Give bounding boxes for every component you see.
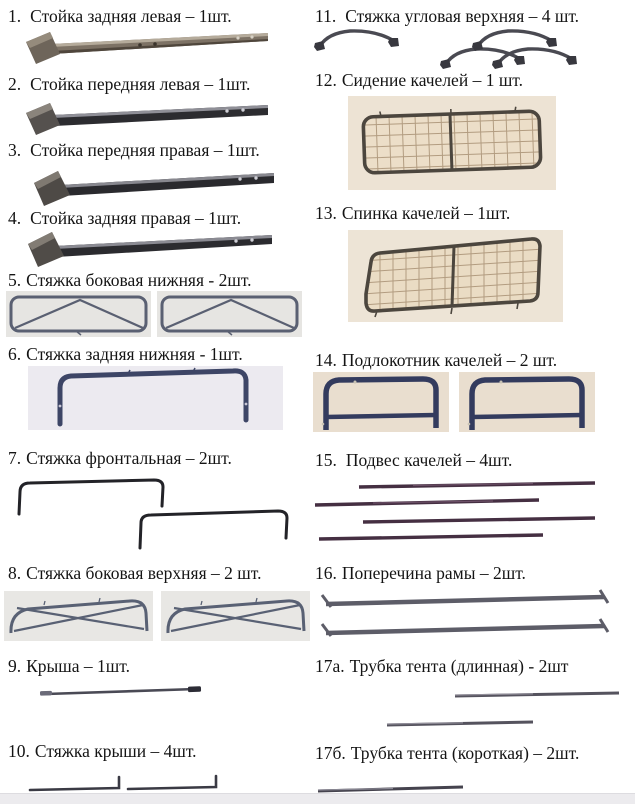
awning-tube-long-photo [383,686,623,732]
part-number: 5. [8,270,22,290]
part-label: Сидение качелей – 1 шт. [341,70,524,90]
part-item-12 [315,70,523,91]
part-label: Стяжка крыши – 4шт. [34,741,197,761]
upper-corner-brace-photo [312,26,617,72]
part-number: 17б. [315,743,346,763]
front-left-post-photo [22,97,270,137]
part-label: Стяжка фронтальная – 2шт. [26,448,232,468]
part-item-11 [315,6,579,27]
part-item-9 [8,656,130,677]
upper-side-brace-photo [4,591,310,643]
part-item-8 [8,563,261,584]
part-number: 11. [315,6,337,26]
rear-left-post-photo [22,28,270,66]
part-label: Крыша – 1шт. [26,656,130,676]
part-label: Стойка передняя правая – 1шт. [30,140,260,160]
part-number: 14. [315,350,337,370]
page-bottom-edge [0,793,635,804]
part-item-10 [8,741,197,762]
swing-armrest-photo [313,372,595,432]
part-item-17a [315,656,568,677]
part-label: Стяжка угловая верхняя – 4 шт. [345,6,580,26]
part-number: 9. [8,656,22,676]
part-item-2 [8,74,250,95]
part-item-15 [315,450,512,471]
part-number: 10. [8,741,30,761]
part-label: Стяжка боковая верхняя – 2 шт. [26,563,262,583]
part-item-6 [8,344,243,365]
part-label: Трубка тента (короткая) – 2шт. [350,743,580,763]
part-label: Стяжка задняя нижняя - 1шт. [26,344,243,364]
part-number: 16. [315,563,337,583]
part-number: 1. [8,6,22,26]
part-item-14 [315,350,557,371]
part-item-3 [8,140,260,161]
part-item-1 [8,6,232,27]
part-label: Стойка задняя правая – 1шт. [30,208,242,228]
part-label: Подлокотник качелей – 2 шт. [341,350,558,370]
lower-rear-brace-photo [28,366,283,430]
roof-photo [38,684,203,700]
part-item-13 [315,203,510,224]
part-label: Стойка задняя левая – 1шт. [30,6,232,26]
part-item-5 [8,270,252,291]
part-item-7 [8,448,232,469]
part-number: 15. [315,450,337,470]
part-number: 7. [8,448,22,468]
swing-seat-photo [348,96,556,190]
part-label: Стойка передняя левая – 1шт. [30,74,251,94]
front-brace-photo [6,474,298,550]
part-number: 17а. [315,656,345,676]
part-number: 4. [8,208,22,228]
part-label: Трубка тента (длинная) - 2шт [349,656,569,676]
part-label: Спинка качелей – 1шт. [341,203,511,223]
part-item-17b [315,743,579,764]
lower-side-brace-photo [6,291,302,339]
frame-crossbar-photo [316,588,618,646]
front-right-post-photo [28,163,276,207]
part-label: Стяжка боковая нижняя - 2шт. [26,270,252,290]
part-label: Поперечина рамы – 2шт. [341,563,526,583]
part-number: 8. [8,563,22,583]
part-number: 6. [8,344,22,364]
part-number: 13. [315,203,337,223]
part-number: 2. [8,74,22,94]
swing-hanger-photo [313,476,615,550]
part-label: Подвес качелей – 4шт. [345,450,513,470]
swing-back-photo [348,230,563,322]
part-number: 12. [315,70,337,90]
rear-right-post-photo [22,226,274,268]
part-number: 3. [8,140,22,160]
part-item-16 [315,563,526,584]
